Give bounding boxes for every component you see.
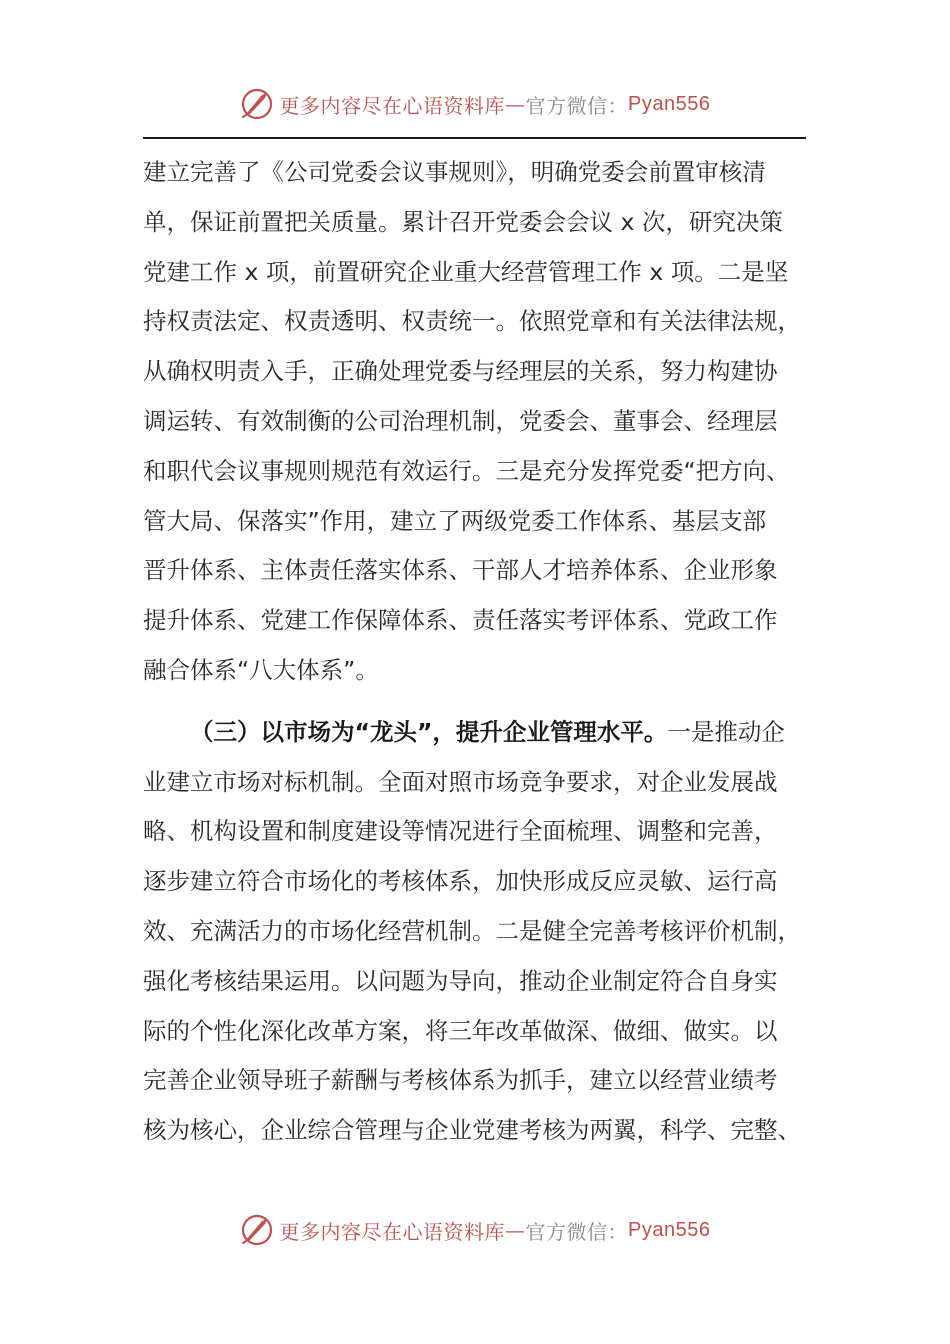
text-line: 核为核心，企业综合管理与企业党建考核为两翼，科学、完整、 — [143, 1116, 801, 1145]
text-line: 单，保证前置把关质量。累计召开党委会会议 x 次，研究决策 — [143, 207, 783, 236]
text-line: 完善企业领导班子薪酬与考核体系为抓手，建立以经营业绩考 — [143, 1066, 778, 1095]
watermark-wechat-id: Pyan556 — [628, 1218, 711, 1241]
heading-line-rest: 一是推动企 — [667, 717, 785, 746]
text-line: 晋升体系、主体责任落实体系、干部人才培养体系、企业形象 — [143, 556, 778, 585]
watermark-wechat-id: Pyan556 — [628, 92, 711, 115]
quill-pen-logo-icon — [240, 1213, 274, 1247]
text-line: 效、充满活力的市场化经营机制。二是健全完善考核评价机制， — [143, 916, 801, 945]
quill-pen-logo-icon — [240, 87, 274, 121]
watermark-brand: 更多内容尽在心语资料库 — [279, 1219, 506, 1244]
section-heading-line — [143, 708, 833, 758]
paragraph-1 — [143, 148, 833, 696]
text-line: 持权责法定、权责透明、权责统一。依照党章和有关法律法规， — [143, 307, 801, 336]
document-body — [143, 148, 833, 1156]
paragraph-2 — [143, 708, 833, 1156]
watermark-official-label: 官方微信： — [525, 93, 629, 118]
text-line: 强化考核结果运用。以问题为导向，推动企业制定符合自身实 — [143, 966, 778, 995]
footer-watermark — [0, 1210, 950, 1250]
text-line: 管大局、保落实”作用，建立了两级党委工作体系、基层支部 — [143, 506, 767, 535]
watermark-dash: — — [505, 1218, 526, 1242]
header-watermark — [0, 84, 950, 124]
text-line: 业建立市场对标机制。全面对照市场竞争要求，对企业发展战 — [143, 767, 778, 796]
text-line: 党建工作 x 项，前置研究企业重大经营管理工作 x 项。二是坚 — [143, 257, 789, 286]
watermark-official-label: 官方微信： — [525, 1219, 629, 1244]
watermark-dash: — — [505, 92, 526, 116]
text-line: 际的个性化深化改革方案，将三年改革做深、做细、做实。以 — [143, 1016, 778, 1045]
text-line: 逐步建立符合市场化的考核体系，加快形成反应灵敏、运行高 — [143, 867, 778, 896]
text-line: 调运转、有效制衡的公司治理机制，党委会、董事会、经理层 — [143, 406, 778, 435]
text-line: 提升体系、党建工作保障体系、责任落实考评体系、党政工作 — [143, 606, 778, 635]
text-line: 略、机构设置和制度建设等情况进行全面梳理、调整和完善， — [143, 817, 778, 846]
text-line: 从确权明责入手，正确处理党委与经理层的关系，努力构建协 — [143, 357, 778, 386]
watermark-brand: 更多内容尽在心语资料库 — [279, 93, 506, 118]
text-line: 融合体系“八大体系”。 — [143, 655, 379, 684]
section-heading: （三）以市场为“龙头”，提升企业管理水平。 — [190, 717, 668, 746]
header-divider — [143, 137, 806, 139]
text-line: 建立完善了《公司党委会议事规则》，明确党委会前置审核清 — [143, 158, 766, 186]
text-line: 和职代会议事规则规范有效运行。三是充分发挥党委“把方向、 — [143, 456, 790, 485]
